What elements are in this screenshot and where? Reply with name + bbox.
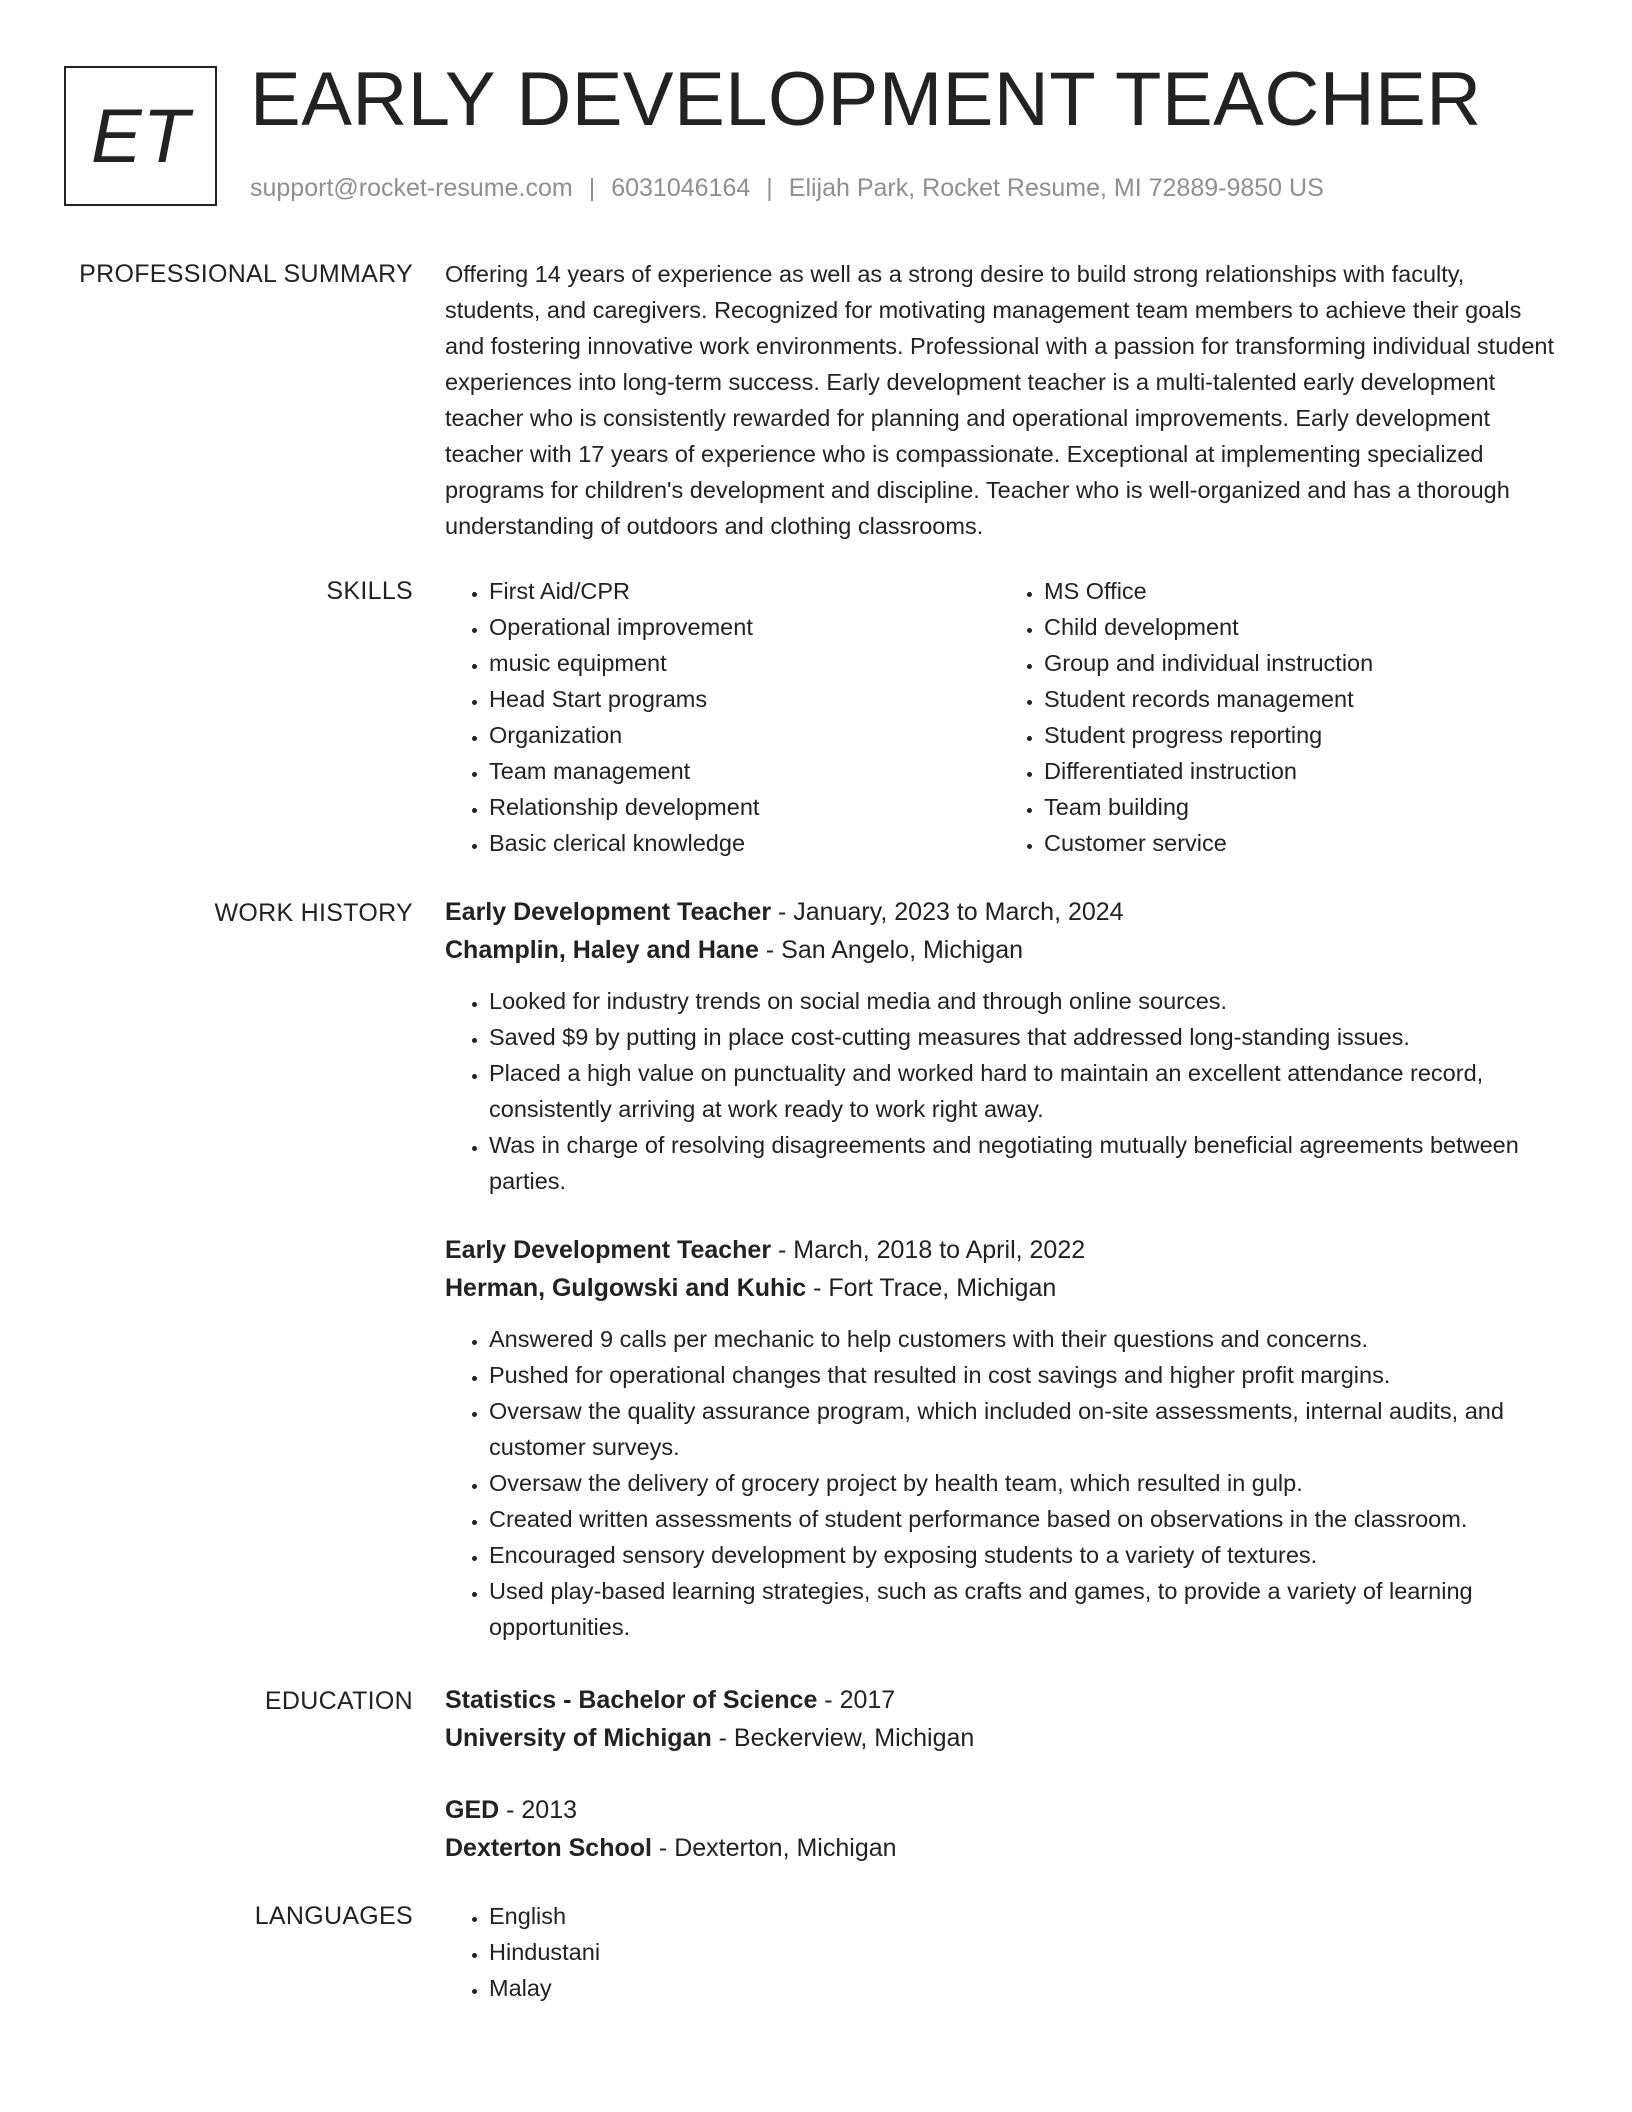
languages-list <box>445 1898 1555 2006</box>
work-history-heading: WORK HISTORY <box>214 899 413 927</box>
job-entry <box>445 1231 1555 1645</box>
job-bullet: • Looked for industry trends on social media and through online sources. <box>489 983 1555 1019</box>
job-bullet: • Placed a high value on punctuality and worked hard to maintain an excellent attendance record, consistently arriving at work ready to work right away. <box>489 1055 1555 1127</box>
education-entry <box>445 1681 1555 1757</box>
summary-heading: PROFESSIONAL SUMMARY <box>79 260 413 288</box>
job-bullet: • Used play-based learning strategies, such as crafts and games, to provide a variety of learning opportunities. <box>489 1573 1555 1645</box>
education-heading: EDUCATION <box>264 1687 413 1715</box>
skill-item: • Student progress reporting <box>1044 717 1555 753</box>
job-company: Champlin, Haley and Hane <box>445 936 759 964</box>
summary-text: Offering 14 years of experience as well as a strong desire to build strong relationships with faculty, students, and caregivers. Recognized for motivating management team members to achieve their goals and fostering innovative work environments. Professional with a passion for transforming individual student experiences into long-term success. Early development teacher is a multi-talented early development teacher who is consistently rewarded for planning and operational improvements. Early development teacher with 17 years of experience who is compassionate. Exceptional at implementing specialized programs for children's development and discipline. Teacher who is well-organized and has a thorough understanding of outdoors and clothing classrooms. <box>445 261 1554 539</box>
language-item: • Malay <box>489 1970 1555 2006</box>
language-item: • Hindustani <box>489 1934 1555 1970</box>
monogram: ET <box>64 66 217 206</box>
job-bullets <box>445 1321 1555 1645</box>
skill-item: • Relationship development <box>489 789 1000 825</box>
skill-item: • Team building <box>1044 789 1555 825</box>
job-bullets <box>445 983 1555 1199</box>
education-location: - Beckerview, Michigan <box>711 1724 975 1752</box>
job-bullet: • Was in charge of resolving disagreements and negotiating mutually beneficial agreements between parties. <box>489 1127 1555 1199</box>
job-bullet: • Saved $9 by putting in place cost-cutting measures that addressed long-standing issues. <box>489 1019 1555 1055</box>
job-bullet: • Answered 9 calls per mechanic to help customers with their questions and concerns. <box>489 1321 1555 1357</box>
education-degree: GED <box>445 1796 500 1824</box>
contact-phone: 6031046164 <box>611 174 751 202</box>
job-dates: - March, 2018 to April, 2022 <box>771 1236 1086 1264</box>
job-title: Early Development Teacher <box>445 1236 772 1264</box>
skills-list-right <box>1000 573 1555 861</box>
education-year: - 2017 <box>817 1686 896 1714</box>
contact-email: support@rocket-resume.com <box>250 174 573 202</box>
skills-list-left <box>445 573 1000 861</box>
skill-item: • Child development <box>1044 609 1555 645</box>
job-title: Early Development Teacher <box>445 898 772 926</box>
job-entry <box>445 893 1555 1199</box>
contact-separator: | <box>766 174 773 202</box>
skills-heading: SKILLS <box>326 577 413 605</box>
skill-item: • MS Office <box>1044 573 1555 609</box>
education-year: - 2013 <box>499 1796 578 1824</box>
education-school: University of Michigan <box>445 1724 712 1752</box>
skill-item: • Organization <box>489 717 1000 753</box>
skill-item: • First Aid/CPR <box>489 573 1000 609</box>
job-bullet: • Encouraged sensory development by exposing students to a variety of textures. <box>489 1537 1555 1573</box>
job-bullet: • Oversaw the quality assurance program, which included on-site assessments, internal audits, and customer surveys. <box>489 1393 1555 1465</box>
job-bullet: • Created written assessments of student performance based on observations in the classroom. <box>489 1501 1555 1537</box>
job-location: - Fort Trace, Michigan <box>806 1274 1057 1302</box>
contact-line <box>250 174 1324 203</box>
job-company: Herman, Gulgowski and Kuhic <box>445 1274 807 1302</box>
languages-heading: LANGUAGES <box>254 1902 413 1930</box>
skill-item: • Student records management <box>1044 681 1555 717</box>
education-location: - Dexterton, Michigan <box>651 1834 897 1862</box>
education-entry <box>445 1791 1555 1867</box>
skill-item: • Head Start programs <box>489 681 1000 717</box>
skill-item: • music equipment <box>489 645 1000 681</box>
education-school: Dexterton School <box>445 1834 652 1862</box>
skill-item: • Operational improvement <box>489 609 1000 645</box>
skill-item: • Basic clerical knowledge <box>489 825 1000 861</box>
page-title: EARLY DEVELOPMENT TEACHER <box>250 57 1482 142</box>
skill-item: • Group and individual instruction <box>1044 645 1555 681</box>
education-degree: Statistics - Bachelor of Science <box>445 1686 818 1714</box>
job-location: - San Angelo, Michigan <box>758 936 1024 964</box>
skill-item: • Customer service <box>1044 825 1555 861</box>
job-bullet: • Pushed for operational changes that resulted in cost savings and higher profit margins. <box>489 1357 1555 1393</box>
skill-item: • Team management <box>489 753 1000 789</box>
language-item: • English <box>489 1898 1555 1934</box>
job-dates: - January, 2023 to March, 2024 <box>771 898 1124 926</box>
skill-item: • Differentiated instruction <box>1044 753 1555 789</box>
job-bullet: • Oversaw the delivery of grocery project by health team, which resulted in gulp. <box>489 1465 1555 1501</box>
contact-separator: | <box>588 174 596 202</box>
contact-address: Elijah Park, Rocket Resume, MI 72889-9850 US <box>788 174 1324 202</box>
